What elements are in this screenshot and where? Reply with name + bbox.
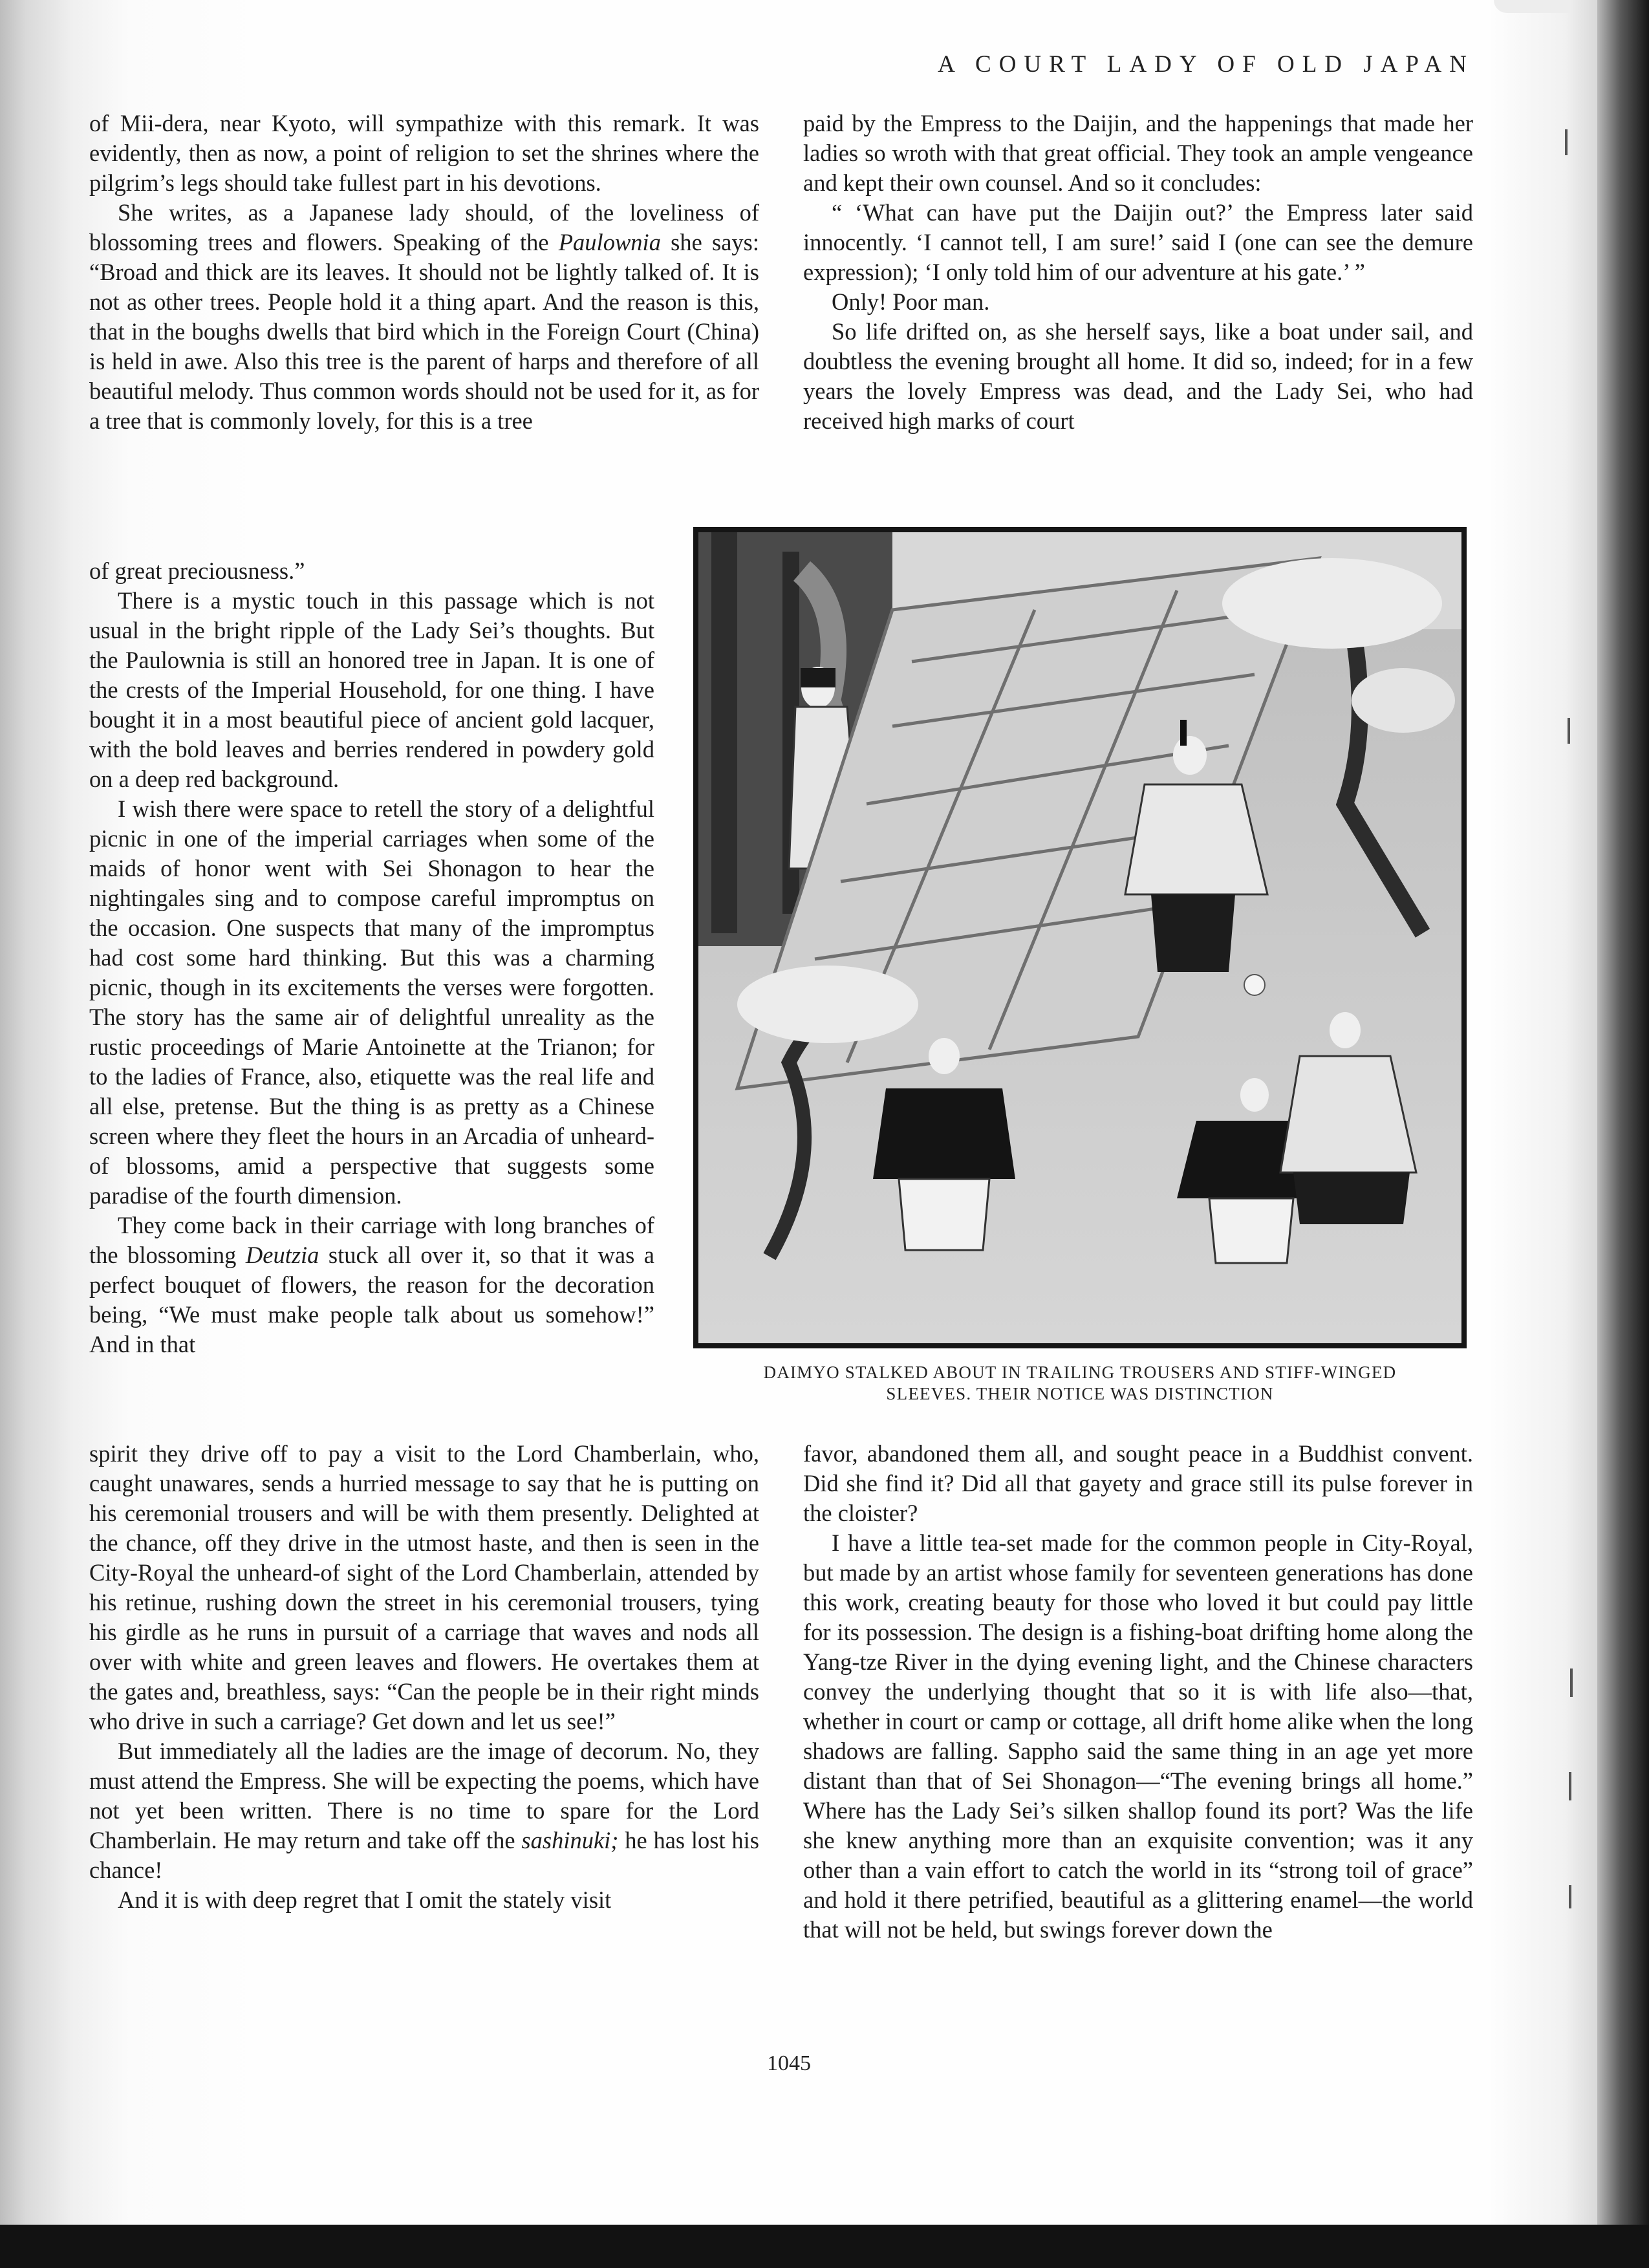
figure-caption xyxy=(698,1362,1461,1405)
paragraph: And it is with deep regret that I omit the stately visit xyxy=(118,1886,612,1913)
text-run: she says: “Broad and thick are its leaves. It should not be lightly talked of. It is not as other trees. People hold it a thing apart. And the reason is this, that in the boughs dwells that bird which in the Foreign Court (China) is held in awe. Also this tree is the parent of harps and therefore of all beautiful melody. Thus common words should not be used for it, as for a tree that is commonly lovely, for this is a tree xyxy=(89,229,760,434)
margin-mark xyxy=(1569,1885,1571,1908)
page-number: 1045 xyxy=(767,2051,811,2075)
margin-mark xyxy=(1565,129,1568,155)
text-run: But immediately all the ladies are the image of decorum. No, they must attend the Empress. She will be expecting the poems, which have not yet been written. There is no time to spare for the Lord Chamberlain. He may return and take off the xyxy=(89,1738,759,1853)
paragraph: I wish there were space to retell the story of a delightful picnic in one of the imperial carriages when some of the maids of honor went with Sei Shonagon to hear the nightingales sing and to compose careful impromptus on the occasion. One suspects that many of the impromptus had cost some hard thinking. But this was a charming picnic, though in its excitements the verses were forgotten. The story has the same air of delightful unreality as the rustic proceedings of Marie Antoinette at the Trianon; for to the ladies of France, also, etiquette was the real life and all else, pretense. But the thing is as pretty as a Chinese screen where they fleet the hours in an Arcadia of unheard-of blossoms, amid a perspective that suggests some paradise of the fourth dimension. xyxy=(89,795,654,1209)
right-column-bottom xyxy=(803,1439,1473,1945)
margin-mark xyxy=(1570,1669,1573,1697)
left-column-top xyxy=(89,109,759,436)
painting-svg xyxy=(698,532,1461,1343)
margin-mark xyxy=(1569,1772,1571,1800)
illustration-painting xyxy=(693,527,1467,1348)
left-column-bottom xyxy=(89,1439,759,1915)
kemari-ball xyxy=(1244,975,1265,995)
text-run: They come back in their carriage with long branches of the blossoming xyxy=(89,1212,654,1268)
scan-bottom-edge xyxy=(0,2225,1649,2268)
paragraph: of great preciousness.” xyxy=(89,557,305,584)
paragraph xyxy=(89,198,759,436)
paragraph: So life drifted on, as she herself says, like a boat under sail, and doubtless the evening brought all home. It did so, indeed; for in a few years the lovely Empress was dead, and the Lady Sei, who had received high marks of court xyxy=(803,318,1473,434)
paragraph: of Mii-dera, near Kyoto, will sympathize with this remark. It was evidently, then as now, a point of religion to set the shrines where the pilgrim’s legs should take fullest part in his devotions. xyxy=(89,110,759,196)
book-binding-shadow xyxy=(1597,0,1649,2268)
italic-run: sashinuki; xyxy=(521,1827,619,1853)
text-run: She writes, as a Japanese lady should, of the loveliness of blossoming trees and flowers. Speaking of the xyxy=(89,199,759,255)
text-run: stuck all over it, so that it was a perfect bouquet of flowers, the reason for the decoration being, “We must make people talk about us somehow!” And in that xyxy=(89,1242,654,1357)
paragraph: There is a mystic touch in this passage which is not usual in the bright ripple of the Lady Sei’s thoughts. But the Paulownia is still an honored tree in Japan. It is one of the crests of the Imperial Household, for one thing. I have bought it in a most beautiful piece of ancient gold lacquer, with the bold leaves and berries rendered in powdery gold on a deep red background. xyxy=(89,587,654,792)
paragraph: favor, abandoned them all, and sought peace in a Buddhist convent. Did she find it? Did all that gayety and grace still its pulse forever in the cloister? xyxy=(803,1440,1473,1526)
paragraph: Only! Poor man. xyxy=(832,288,990,315)
running-header: A COURT LADY OF OLD JAPAN xyxy=(938,51,1474,78)
left-column-narrow xyxy=(89,556,654,1359)
paragraph xyxy=(89,1736,759,1885)
paragraph xyxy=(89,1211,654,1359)
margin-mark xyxy=(1568,718,1570,744)
text-run: he has lost his chance! xyxy=(89,1827,759,1883)
italic-run: Deutzia xyxy=(245,1242,319,1268)
paragraph: paid by the Empress to the Daijin, and the happenings that made her ladies so wroth with that great official. They took an ample vengeance and kept their own counsel. And so it concludes: xyxy=(803,110,1473,196)
caption-line: DAIMYO STALKED ABOUT IN TRAILING TROUSERS AND STIFF-WINGED xyxy=(763,1363,1397,1382)
paragraph: I have a little tea-set made for the common people in City-Royal, but made by an artist whose family for seventeen generations has done this work, creating beauty for those who loved it but could pay little for its possession. The design is a fishing-boat drifting home along the Yang-tze River in the dying evening light, and the Chinese characters convey the underlying thought that so it is with life also—that, whether in court or camp or cottage, all drift home alike when the long shadows are falling. Sappho said the same thing in an age yet more distant than that of Sei Shonagon—“The evening brings all home.” Where has the Lady Sei’s silken shallop found its port? Was the life she knew anything more than an exquisite convention; was it any other than a vain effort to catch the world in its “strong toil of grace” and hold it there petrified, beautiful as a glittering enamel—the world that will not be held, but swings forever down the xyxy=(803,1529,1473,1943)
paragraph: “ ‘What can have put the Daijin out?’ the Empress later said innocently. ‘I cannot tell, I am sure!’ said I (one can see the demure expression); ‘I only told him of our adventure at his gate.’ ” xyxy=(803,199,1473,285)
right-column-top xyxy=(803,109,1473,436)
italic-run: Paulownia xyxy=(558,229,661,255)
paragraph: spirit they drive off to pay a visit to the Lord Chamberlain, who, caught unawares, sends a hurried message to say that he is putting on his ceremonial trousers and will be with them presently. Delighted at the chance, off they drive in the utmost haste, and then is seen in the City-Royal the unheard-of sight of the Lord Chamberlain, attended by his retinue, rushing down the street in his ceremonial trousers, tying his girdle as he runs in pursuit of a carriage that waves and nods all over with white and green leaves and flowers. He overtakes them at the gates and, breathless, says: “Can the people be in their right minds who drive in such a carriage? Get down and let us see!” xyxy=(89,1440,759,1734)
page-corner-tab xyxy=(1494,0,1571,13)
caption-line: SLEEVES. THEIR NOTICE WAS DISTINCTION xyxy=(886,1384,1274,1403)
